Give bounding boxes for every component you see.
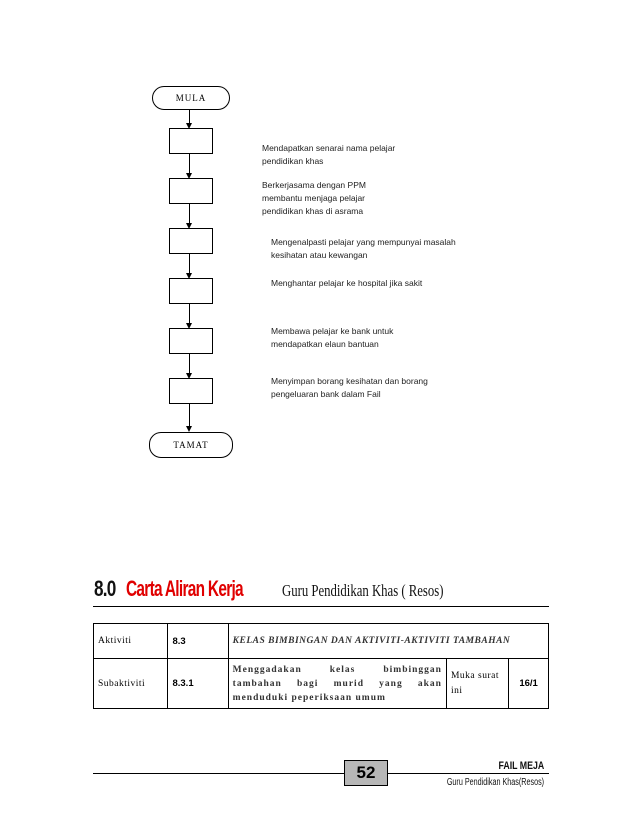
aktiviti-code: 8.3: [168, 624, 228, 659]
connector: [189, 404, 190, 427]
footer-label: FAIL MEJA: [498, 760, 544, 772]
process-box-2: [169, 178, 213, 204]
step-text-3: Mengenalpasti pelajar yang mempunyai masalah kesihatan atau kewangan: [271, 237, 456, 260]
subaktiviti-title: Menggadakan kelas bimbinggan tambahan bagi murid yang akan menduduki peperiksaan umum: [228, 659, 446, 709]
page-number-badge: [344, 760, 388, 786]
process-box-3: [169, 228, 213, 254]
table-row: [94, 659, 549, 709]
step-text-5: Membawa pelajar ke bank untuk mendapatkan elaun bantuan: [271, 326, 394, 349]
activity-table: [93, 623, 549, 709]
heading-divider: [93, 606, 549, 607]
aktiviti-label: Aktiviti: [94, 624, 168, 659]
section-title: Carta Aliran Kerja: [126, 576, 243, 601]
process-box-6: [169, 378, 213, 404]
end-label: TAMAT: [173, 440, 209, 450]
section-number: 8.0: [94, 576, 116, 601]
connector: [189, 154, 190, 175]
footer-divider: [93, 773, 549, 774]
step-text-1: Mendapatkan senarai nama pelajar pendidikan khas: [262, 143, 396, 166]
footer-sublabel: Guru Pendidikan Khas(Resos): [446, 777, 544, 788]
process-box-4: [169, 278, 213, 304]
step-text-6: Menyimpan borang kesihatan dan borang pengeluaran bank dalam Fail: [271, 376, 428, 399]
connector: [189, 354, 190, 375]
subaktiviti-code: 8.3.1: [168, 659, 228, 709]
connector: [189, 110, 190, 124]
end-terminal: [149, 432, 233, 458]
muka-label: Muka surat ini: [446, 659, 508, 709]
process-box-1: [169, 128, 213, 154]
process-box-5: [169, 328, 213, 354]
step-text-4: Menghantar pelajar ke hospital jika sakit: [271, 278, 423, 288]
connector: [189, 204, 190, 225]
page-number: 52: [356, 763, 376, 782]
connector: [189, 304, 190, 325]
muka-value: 16/1: [509, 659, 549, 709]
table-row: [94, 624, 549, 659]
subaktiviti-label: Subaktiviti: [94, 659, 168, 709]
section-heading: [94, 576, 497, 602]
connector: [189, 254, 190, 275]
start-terminal: [152, 86, 230, 110]
aktiviti-title: KELAS BIMBINGAN DAN AKTIVITI-AKTIVITI TAMBAHAN: [228, 624, 548, 659]
start-label: MULA: [175, 93, 207, 103]
step-text-2: Berkerjasama dengan PPM membantu menjaga pelajar pendidikan khas di asrama: [262, 180, 366, 216]
section-subtitle: Guru Pendidikan Khas ( Resos): [282, 581, 444, 600]
